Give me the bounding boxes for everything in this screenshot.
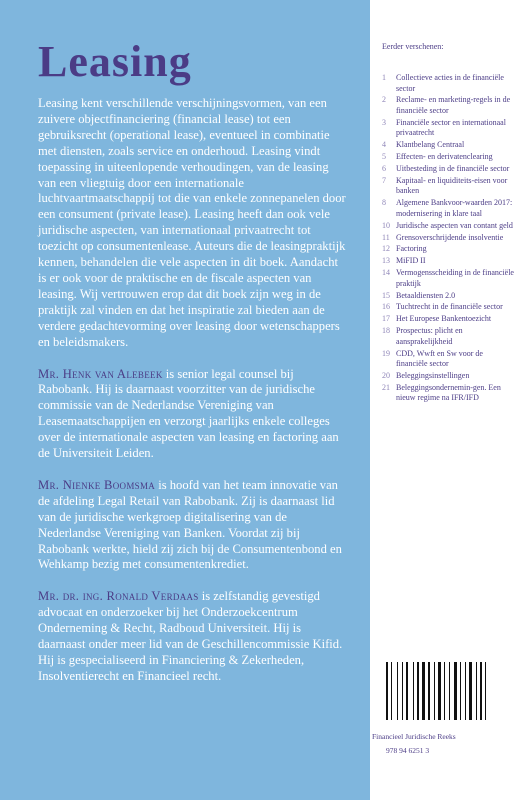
author-bio-text: is hoofd van het team innovatie van de afdeling Legal Retail van Rabobank. Zij is daarnaast lid van de juridische werkgroep digitalisering van de Nederlandse Vereniging van Banken. Voordat zij bij Rabobank werkte, hield zij zich bij de Consumentenbond en Wehkamp bezig met consumentenkrediet. [38,477,342,572]
author-name: Mr. Nienke Boomsma [38,477,156,492]
item-number: 21 [382,382,390,392]
barcode-bar [391,662,392,720]
barcode-bar [417,662,419,720]
item-title: Financiële sector en internationaal privaatrecht [396,117,506,138]
barcode-bar [476,662,477,720]
list-item [382,95,516,116]
barcode-graphic [384,660,504,722]
barcode-bar [485,662,486,720]
item-number: 1 [382,73,386,82]
item-title: Prospectus: plicht en aansprakelijkheid [396,326,463,346]
isbn-number: 978 94 6251 3 [386,746,430,755]
item-title: Effecten- en derivatenclearing [396,152,493,162]
barcode-bar [438,662,441,720]
list-item [382,302,516,313]
barcode-bar [422,662,425,720]
item-title: Kapitaal- en liquiditeits-eisen voor banken [396,175,508,196]
list-item [382,233,516,244]
list-item [382,176,516,197]
barcode-bar [444,662,445,720]
item-number: 3 [382,117,386,127]
item-number: 11 [382,232,390,242]
list-item [382,140,516,151]
series-panel [370,0,524,800]
list-item [382,244,516,255]
item-number: 2 [382,95,386,105]
item-title: Het Europese Bankentoezicht [396,314,492,324]
author-bio-text: is zelfstandig gevestigd advocaat en onderzoeker bij het Onderzoekcentrum Onderneming & Recht, Radboud Universiteit. Hij is daarnaast onder meer lid van de Geschillencommissie Kifid. Hij is gespecialiseerd in Financiering & Zekerheden, Insolventierecht en Financieel recht. [38,589,343,683]
item-title: Juridische aspecten van contant geld [396,220,513,230]
list-item [382,326,516,347]
list-item [382,268,516,289]
list-item [382,152,516,163]
series-heading: Eerder verschenen: [382,42,444,51]
list-item [382,314,516,325]
author-bio-2 [38,478,346,573]
item-title: Grensoverschrijdende insolventie [396,232,504,242]
author-name: Mr. Henk van Alebeek [38,366,163,381]
item-number: 8 [382,198,386,208]
item-number: 6 [382,163,386,173]
item-title: Factoring [396,244,427,254]
list-item [382,383,516,404]
item-number: 15 [382,290,390,300]
barcode-bar [402,662,403,720]
list-item [382,198,516,219]
barcode-bar [454,662,457,720]
barcode-bar [465,662,466,720]
item-number: 14 [382,268,390,278]
barcode-bar [386,662,388,720]
list-item [382,221,516,232]
item-number: 4 [382,140,386,150]
author-bio-3 [38,589,346,684]
item-title: Tuchtrecht in de financiële sector [396,302,503,312]
barcode-bar [480,662,482,720]
item-title: Vermogensscheiding in de financiële praktijk [396,268,514,288]
barcode-bar [449,662,450,720]
book-title: Leasing [38,37,192,86]
list-item [382,73,516,94]
item-title: Collectieve acties in de financiële sector [396,73,504,93]
list-item [382,164,516,175]
item-number: 7 [382,175,386,185]
series-list [382,73,516,404]
series-name: Financieel Juridische Reeks [372,732,456,741]
barcode-bar [428,662,430,720]
item-number: 16 [382,302,390,312]
item-number: 12 [382,244,390,254]
item-title: Uitbesteding in de financiële sector [396,163,510,173]
item-number: 5 [382,152,386,162]
item-title: Beleggingsondernemin-gen. Een nieuw regime na IFR/IFD [396,382,501,403]
item-number: 20 [382,371,390,381]
list-item [382,256,516,267]
list-item [382,118,516,139]
item-title: Beleggingsinstellingen [396,371,470,381]
intro-paragraph: Leasing kent verschillende verschijningsvormen, van een zuivere objectfinanciering (financial lease) tot een gebruiksrecht (operational lease), eventueel in combinatie met diensten, zoals service en onderhoud. Leasing vindt toepassing in uiteenlopende verhoudingen, van de leasing van een vliegtuig door een internationale luchtvaartmaatschappij tot die van enkele zonnepanelen door een consument (private lease). Leasing heeft dan ook vele juridische aspecten, van internationaal privaatrecht tot toezicht op consumentenlease. Auteurs die de leasingpraktijk kennen, behandelen die vele aspecten in dit boek. Aandacht is er ook voor de praktische en de fiscale aspecten van leasing. Wij vertrouwen erop dat dit boek zijn weg in de praktijk zal vinden en dat het inspiratie zal bieden aan de verdere gedachtevorming over leasing door wetenschappers en beleidsmakers. [38,96,346,349]
barcode-bar [469,662,472,720]
item-title: Betaaldiensten 2.0 [396,290,456,300]
barcode-bar [397,662,398,720]
list-item [382,349,516,370]
item-number: 10 [382,220,390,230]
item-number: 17 [382,314,390,324]
list-item [382,291,516,302]
item-number: 13 [382,256,390,266]
list-item [382,371,516,382]
item-number: 18 [382,326,390,336]
barcode-bar [434,662,435,720]
barcode-bar [413,662,414,720]
barcode-bar [460,662,461,720]
item-title: Klantbelang Centraal [396,140,465,150]
barcode [384,660,504,722]
author-bio-text: is senior legal counsel bij Rabobank. Hij is daarnaast voorzitter van de juridische commissie van de Nederlandse Vereniging van Leasemaatschappijen en verzorgt jaarlijks enkele colleges over de internationale aspecten van leasing en factoring aan de Universiteit Leiden. [38,366,339,461]
item-title: CDD, Wwft en Sw voor de financiële sector [396,348,483,369]
barcode-bar [406,662,408,720]
author-name: Mr. dr. ing. Ronald Verdaas [38,589,199,604]
author-bio-1 [38,367,346,462]
item-number: 19 [382,348,390,358]
item-title: Reclame- en marketing-regels in de financiële sector [396,95,511,115]
item-title: Algemene Bankvoor-waarden 2017: modernisering in klare taal [396,198,513,218]
item-title: MiFID II [396,256,426,266]
